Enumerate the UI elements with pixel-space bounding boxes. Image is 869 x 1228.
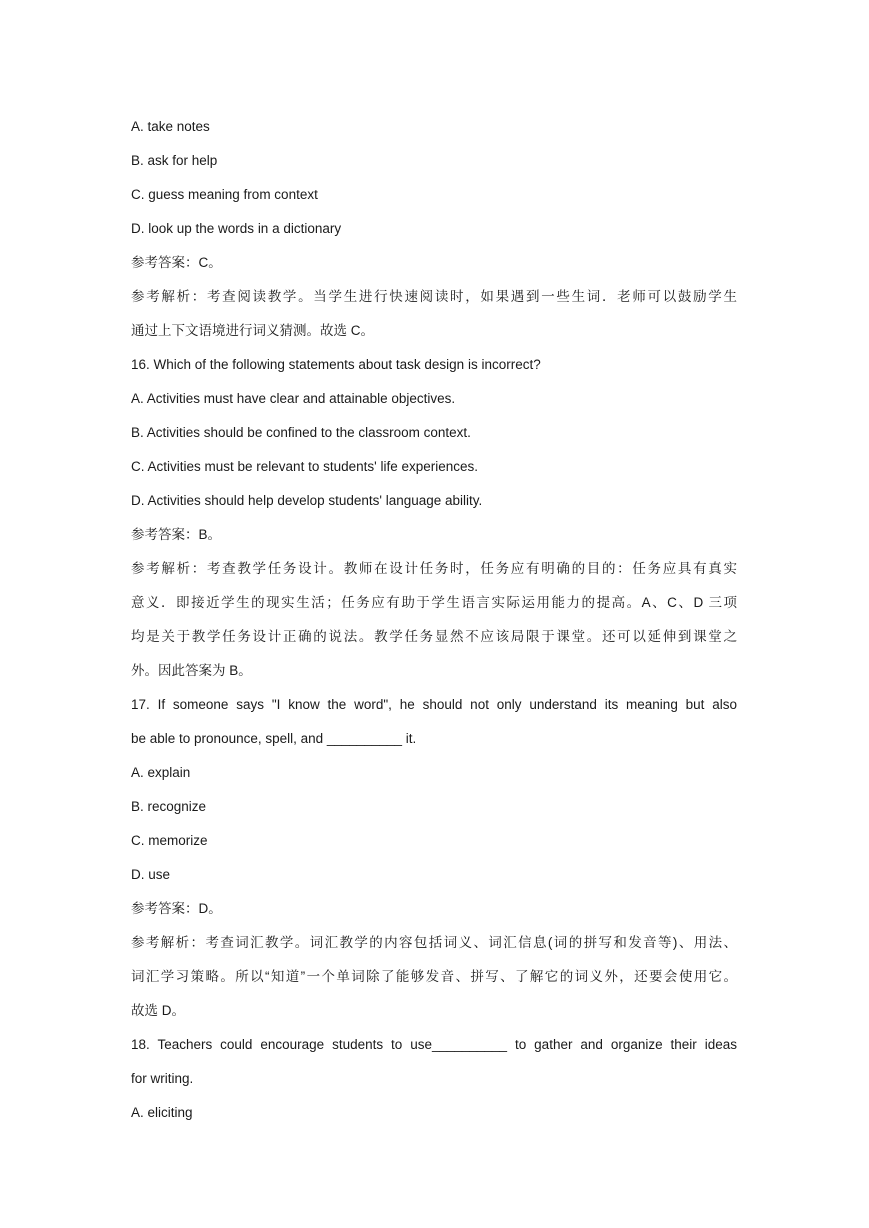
analysis-line: 故选 D。 [131,1003,185,1018]
option-d: D. use [131,867,171,882]
question-line: 17. If someone says "I know the word", he should not only understand its meaning but also [131,697,737,712]
analysis [131,280,737,348]
option-b: B. Activities should be confined to the classroom context. [131,425,471,440]
analysis-line: 均是关于教学任务设计正确的说法。教学任务显然不应该局限于课堂。还可以延伸到课堂之 [131,629,737,644]
analysis-line: 意义．即接近学生的现实生活；任务应有助于学生语言实际运用能力的提高。A、C、D 三项 [131,595,737,610]
option-b: B. recognize [131,799,207,814]
option-a: A. take notes [131,119,210,134]
question-17 [131,688,737,1028]
analysis [131,552,737,688]
document-content [131,110,737,1130]
analysis-line: 通过上下文语境进行词义猜测。故选 C。 [131,323,374,338]
answer: 参考答案：C。 [131,255,222,270]
option-d: D. Activities should help develop students' language ability. [131,493,483,508]
answer: 参考答案：B。 [131,527,222,542]
question-line: be able to pronounce, spell, and __________ it. [131,731,417,746]
option-c: C. memorize [131,833,208,848]
question-text [131,1028,737,1096]
option-c: C. Activities must be relevant to students' life experiences. [131,459,478,474]
question-line: for writing. [131,1071,194,1086]
option-a: A. eliciting [131,1105,193,1120]
question-18 [131,1028,737,1130]
question-text: 16. Which of the following statements about task design is incorrect? [131,357,541,372]
analysis-line: 外。因此答案为 B。 [131,663,252,678]
option-c: C. guess meaning from context [131,187,318,202]
analysis [131,926,737,1028]
option-b: B. ask for help [131,153,218,168]
question-text [131,688,737,756]
answer: 参考答案：D。 [131,901,222,916]
option-a: A. Activities must have clear and attainable objectives. [131,391,456,406]
analysis-line: 词汇学习策略。所以“知道”一个单词除了能够发音、拼写、了解它的词义外，还要会使用它。 [131,969,737,984]
option-a: A. explain [131,765,191,780]
option-d: D. look up the words in a dictionary [131,221,342,236]
analysis-line: 参考解析：考查词汇教学。词汇教学的内容包括词义、词汇信息(词的拼写和发音等)、用法、 [131,935,737,950]
question-16 [131,348,737,688]
analysis-line: 参考解析：考查教学任务设计。教师在设计任务时，任务应有明确的目的：任务应具有真实 [131,561,737,576]
analysis-line: 参考解析：考查阅读教学。当学生进行快速阅读时，如果遇到一些生词．老师可以鼓励学生 [131,289,737,304]
question-15 [131,110,737,348]
question-line: 18. Teachers could encourage students to use__________ to gather and organize their ideas [131,1037,737,1052]
